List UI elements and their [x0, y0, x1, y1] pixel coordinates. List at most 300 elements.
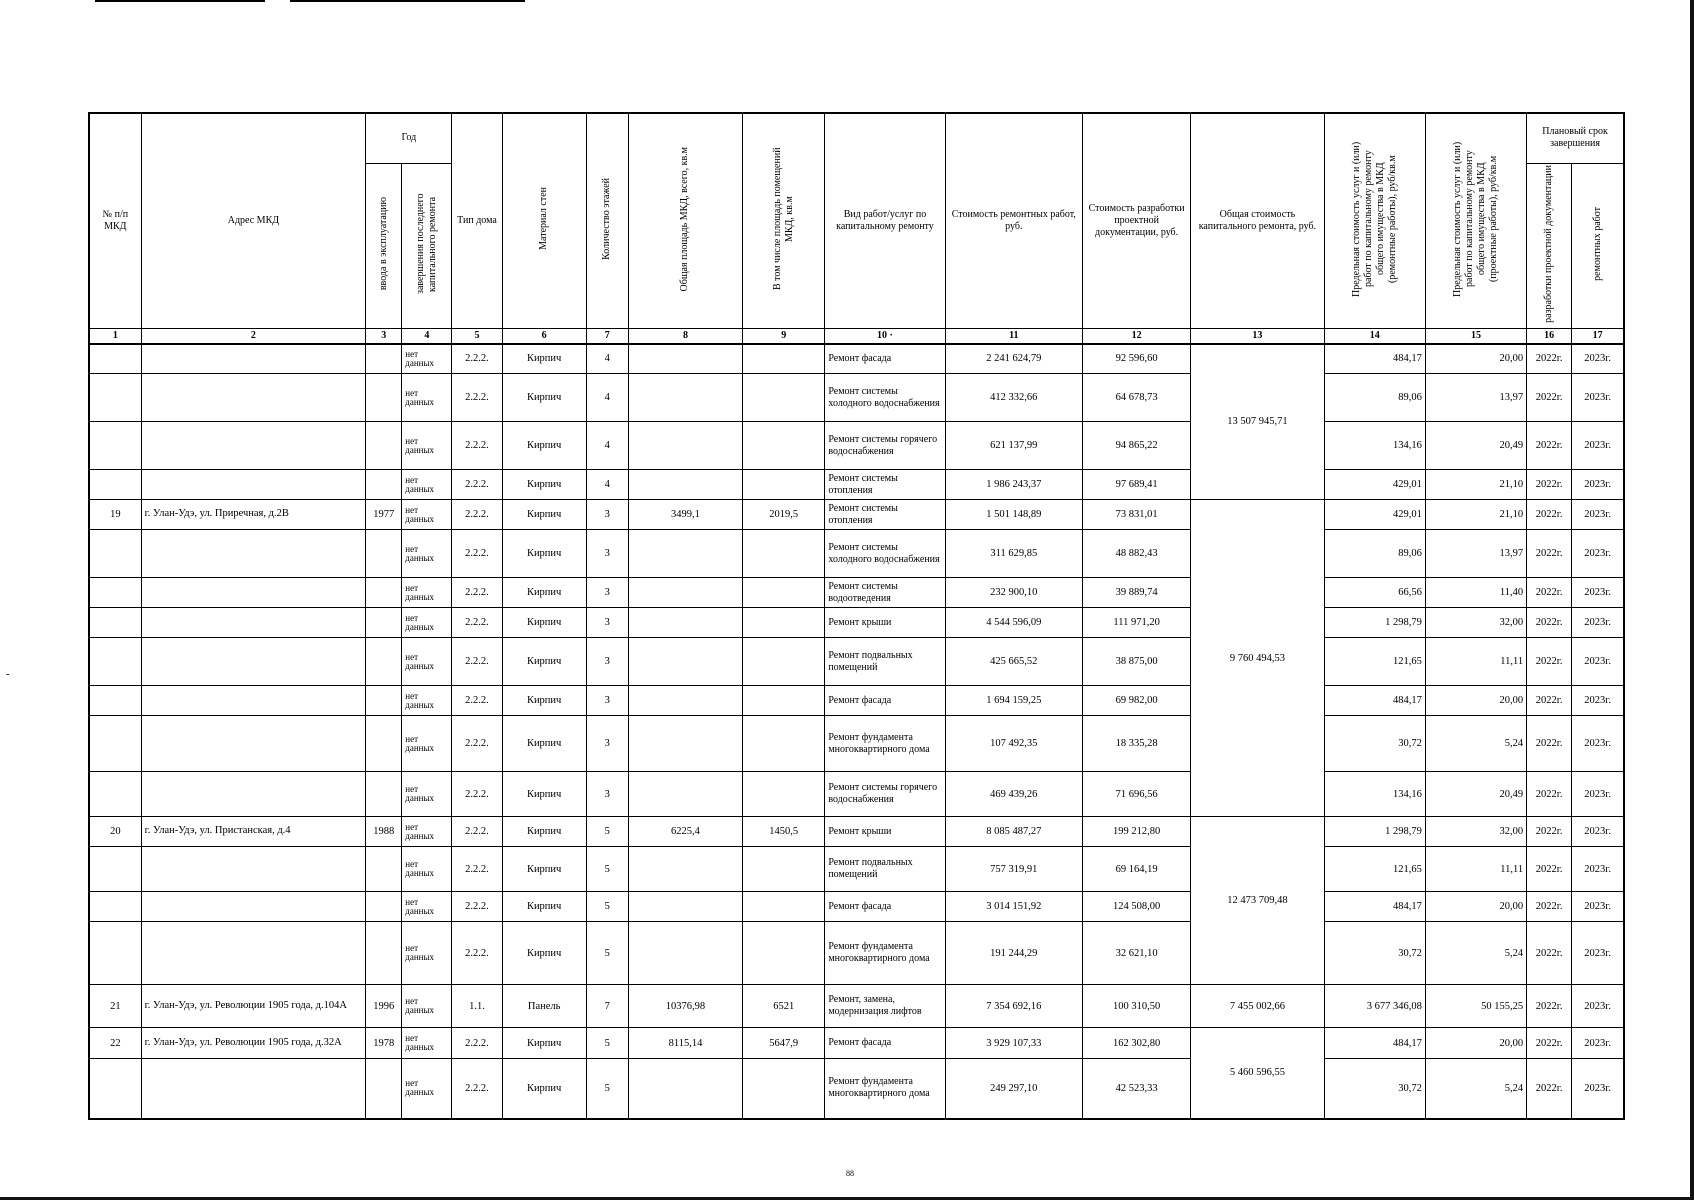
header-deadline-repair: ремонтных работ [1572, 163, 1624, 328]
mkd-number-cell [89, 772, 141, 817]
column-number-row: 1 2 3 4 5 6 7 8 9 10 · 11 12 13 14 15 16 17 [89, 328, 1624, 344]
address-cell: г. Улан-Удэ, ул. Пристанская, д.4 [141, 817, 366, 847]
commission-year-cell [366, 578, 402, 608]
repair-cost-cell: 469 439,26 [945, 772, 1082, 817]
last-repair-year-cell: нет данных [402, 578, 452, 608]
design-cost-cell: 42 523,33 [1082, 1059, 1190, 1119]
deadline-repair-cell: 2023г. [1572, 608, 1624, 638]
mkd-number-cell [89, 922, 141, 985]
limit-design-cell: 32,00 [1425, 608, 1526, 638]
limit-design-cell: 5,24 [1425, 922, 1526, 985]
total-area-cell [628, 686, 742, 716]
wall-material-cell: Кирпич [502, 344, 586, 374]
limit-design-cell: 13,97 [1425, 374, 1526, 422]
last-repair-year-cell: нет данных [402, 608, 452, 638]
limit-design-cell: 32,00 [1425, 817, 1526, 847]
header-year-group: Год [366, 113, 452, 163]
top-rule [95, 0, 265, 2]
floors-cell: 3 [586, 578, 628, 608]
deadline-repair-cell: 2023г. [1572, 374, 1624, 422]
floors-cell: 5 [586, 922, 628, 985]
floors-cell: 3 [586, 530, 628, 578]
deadline-repair-cell: 2023г. [1572, 716, 1624, 772]
deadline-repair-cell: 2023г. [1572, 772, 1624, 817]
deadline-repair-cell: 2023г. [1572, 578, 1624, 608]
mkd-number-cell: 21 [89, 985, 141, 1028]
work-type-cell: Ремонт фасада [825, 1028, 945, 1059]
repair-cost-cell: 7 354 692,16 [945, 985, 1082, 1028]
table-row [89, 608, 1624, 638]
total-area-cell [628, 470, 742, 500]
limit-design-cell: 20,49 [1425, 772, 1526, 817]
address-cell [141, 578, 366, 608]
table-row [89, 892, 1624, 922]
deadline-design-cell: 2022г. [1527, 985, 1572, 1028]
total-area-cell [628, 847, 742, 892]
commission-year-cell [366, 374, 402, 422]
deadline-design-cell: 2022г. [1527, 374, 1572, 422]
design-cost-cell: 32 621,10 [1082, 922, 1190, 985]
deadline-design-cell: 2022г. [1527, 892, 1572, 922]
work-type-cell: Ремонт подвальных помещений [825, 638, 945, 686]
deadline-repair-cell: 2023г. [1572, 344, 1624, 374]
deadline-repair-cell: 2023г. [1572, 686, 1624, 716]
last-repair-year-cell: нет данных [402, 892, 452, 922]
deadline-repair-cell: 2023г. [1572, 1059, 1624, 1119]
table-row [89, 922, 1624, 985]
limit-repair-cell: 484,17 [1324, 1028, 1425, 1059]
house-type-cell: 2.2.2. [452, 922, 502, 985]
repair-register-table [88, 112, 1625, 1120]
wall-material-cell: Кирпич [502, 817, 586, 847]
floors-cell: 5 [586, 847, 628, 892]
limit-design-cell: 21,10 [1425, 500, 1526, 530]
premises-area-cell [743, 422, 825, 470]
address-cell [141, 422, 366, 470]
commission-year-cell [366, 638, 402, 686]
wall-material-cell: Кирпич [502, 1028, 586, 1059]
last-repair-year-cell: нет данных [402, 422, 452, 470]
commission-year-cell [366, 922, 402, 985]
address-cell [141, 1059, 366, 1119]
limit-repair-cell: 121,65 [1324, 847, 1425, 892]
mkd-number-cell [89, 892, 141, 922]
repair-cost-cell: 3 929 107,33 [945, 1028, 1082, 1059]
wall-material-cell: Кирпич [502, 638, 586, 686]
limit-repair-cell: 30,72 [1324, 922, 1425, 985]
wall-material-cell: Кирпич [502, 772, 586, 817]
wall-material-cell: Кирпич [502, 608, 586, 638]
last-repair-year-cell: нет данных [402, 470, 452, 500]
page-number: 88 [846, 1169, 854, 1178]
address-cell [141, 374, 366, 422]
table-row [89, 1028, 1624, 1059]
floors-cell: 5 [586, 817, 628, 847]
address-cell [141, 847, 366, 892]
header-work-type: Вид работ/услуг по капитальному ремонту [825, 113, 945, 328]
deadline-repair-cell: 2023г. [1572, 847, 1624, 892]
work-type-cell: Ремонт фасада [825, 892, 945, 922]
address-cell [141, 344, 366, 374]
mkd-number-cell [89, 470, 141, 500]
limit-repair-cell: 3 677 346,08 [1324, 985, 1425, 1028]
limit-design-cell: 20,00 [1425, 686, 1526, 716]
repair-cost-cell: 3 014 151,92 [945, 892, 1082, 922]
table-row [89, 847, 1624, 892]
total-area-cell [628, 638, 742, 686]
address-cell [141, 686, 366, 716]
address-cell [141, 470, 366, 500]
work-type-cell: Ремонт системы горячего водоснабжения [825, 772, 945, 817]
limit-repair-cell: 134,16 [1324, 772, 1425, 817]
margin-mark: - [6, 668, 10, 680]
last-repair-year-cell: нет данных [402, 716, 452, 772]
repair-cost-cell: 412 332,66 [945, 374, 1082, 422]
work-type-cell: Ремонт фасада [825, 344, 945, 374]
wall-material-cell: Кирпич [502, 422, 586, 470]
repair-cost-cell: 232 900,10 [945, 578, 1082, 608]
table-row [89, 985, 1624, 1028]
deadline-design-cell: 2022г. [1527, 1059, 1572, 1119]
total-area-cell [628, 374, 742, 422]
premises-area-cell: 2019,5 [743, 500, 825, 530]
last-repair-year-cell: нет данных [402, 985, 452, 1028]
address-cell [141, 772, 366, 817]
deadline-design-cell: 2022г. [1527, 922, 1572, 985]
floors-cell: 4 [586, 422, 628, 470]
deadline-design-cell: 2022г. [1527, 344, 1572, 374]
limit-design-cell: 50 155,25 [1425, 985, 1526, 1028]
repair-cost-cell: 311 629,85 [945, 530, 1082, 578]
last-repair-year-cell: нет данных [402, 772, 452, 817]
limit-design-cell: 5,24 [1425, 1059, 1526, 1119]
limit-repair-cell: 89,06 [1324, 374, 1425, 422]
premises-area-cell [743, 716, 825, 772]
deadline-repair-cell: 2023г. [1572, 892, 1624, 922]
limit-design-cell: 20,00 [1425, 1028, 1526, 1059]
repair-cost-cell: 1 694 159,25 [945, 686, 1082, 716]
floors-cell: 3 [586, 772, 628, 817]
design-cost-cell: 69 982,00 [1082, 686, 1190, 716]
table-row [89, 716, 1624, 772]
mkd-number-cell [89, 847, 141, 892]
house-type-cell: 2.2.2. [452, 374, 502, 422]
commission-year-cell: 1996 [366, 985, 402, 1028]
total-area-cell [628, 344, 742, 374]
design-cost-cell: 64 678,73 [1082, 374, 1190, 422]
header-repair-cost: Стоимость ремонтных работ, руб. [945, 113, 1082, 328]
table-row [89, 638, 1624, 686]
limit-repair-cell: 66,56 [1324, 578, 1425, 608]
work-type-cell: Ремонт фундамента многоквартирного дома [825, 1059, 945, 1119]
header-total-area: Общая площадь МКД, всего, кв.м [628, 113, 742, 328]
deadline-repair-cell: 2023г. [1572, 817, 1624, 847]
last-repair-year-cell: нет данных [402, 530, 452, 578]
wall-material-cell: Панель [502, 985, 586, 1028]
floors-cell: 5 [586, 1059, 628, 1119]
address-cell [141, 922, 366, 985]
address-cell: г. Улан-Удэ, ул. Приречная, д.2В [141, 500, 366, 530]
work-type-cell: Ремонт крыши [825, 608, 945, 638]
mkd-number-cell [89, 344, 141, 374]
wall-material-cell: Кирпич [502, 578, 586, 608]
last-repair-year-cell: нет данных [402, 922, 452, 985]
deadline-design-cell: 2022г. [1527, 847, 1572, 892]
last-repair-year-cell: нет данных [402, 686, 452, 716]
deadline-design-cell: 2022г. [1527, 817, 1572, 847]
last-repair-year-cell: нет данных [402, 344, 452, 374]
work-type-cell: Ремонт системы отопления [825, 470, 945, 500]
limit-repair-cell: 484,17 [1324, 892, 1425, 922]
floors-cell: 3 [586, 500, 628, 530]
deadline-design-cell: 2022г. [1527, 578, 1572, 608]
repair-cost-cell: 757 319,91 [945, 847, 1082, 892]
total-area-cell [628, 530, 742, 578]
deadline-repair-cell: 2023г. [1572, 500, 1624, 530]
deadline-design-cell: 2022г. [1527, 716, 1572, 772]
limit-repair-cell: 429,01 [1324, 500, 1425, 530]
design-cost-cell: 111 971,20 [1082, 608, 1190, 638]
house-type-cell: 2.2.2. [452, 686, 502, 716]
header-deadline-group: Плановый срок завершения [1527, 113, 1624, 163]
table-row [89, 686, 1624, 716]
repair-cost-cell: 1 986 243,37 [945, 470, 1082, 500]
repair-cost-cell: 191 244,29 [945, 922, 1082, 985]
total-area-cell [628, 716, 742, 772]
limit-repair-cell: 121,65 [1324, 638, 1425, 686]
work-type-cell: Ремонт крыши [825, 817, 945, 847]
table-row [89, 500, 1624, 530]
header-deadline-design: разработки проектной документации [1527, 163, 1572, 328]
top-rule [290, 0, 525, 2]
limit-repair-cell: 30,72 [1324, 1059, 1425, 1119]
address-cell [141, 530, 366, 578]
last-repair-year-cell: нет данных [402, 1059, 452, 1119]
premises-area-cell: 6521 [743, 985, 825, 1028]
deadline-repair-cell: 2023г. [1572, 638, 1624, 686]
total-area-cell [628, 772, 742, 817]
table-row [89, 817, 1624, 847]
header-design-cost: Стоимость разработки проектной документации, руб. [1082, 113, 1190, 328]
design-cost-cell: 94 865,22 [1082, 422, 1190, 470]
header-commission-year: ввода в эксплуатацию [366, 163, 402, 328]
limit-repair-cell: 1 298,79 [1324, 608, 1425, 638]
house-type-cell: 1.1. [452, 985, 502, 1028]
header-total-cost: Общая стоимость капитального ремонта, руб. [1191, 113, 1324, 328]
premises-area-cell [743, 608, 825, 638]
commission-year-cell [366, 422, 402, 470]
premises-area-cell [743, 686, 825, 716]
deadline-design-cell: 2022г. [1527, 638, 1572, 686]
table-row [89, 422, 1624, 470]
wall-material-cell: Кирпич [502, 470, 586, 500]
premises-area-cell [743, 772, 825, 817]
design-cost-cell: 97 689,41 [1082, 470, 1190, 500]
design-cost-cell: 39 889,74 [1082, 578, 1190, 608]
work-type-cell: Ремонт системы отопления [825, 500, 945, 530]
header-premises-area: В том числе площадь помещений МКД, кв.м [743, 113, 825, 328]
work-type-cell: Ремонт фундамента многоквартирного дома [825, 922, 945, 985]
floors-cell: 5 [586, 892, 628, 922]
deadline-repair-cell: 2023г. [1572, 530, 1624, 578]
total-area-cell [628, 422, 742, 470]
repair-cost-cell: 107 492,35 [945, 716, 1082, 772]
mkd-number-cell [89, 1059, 141, 1119]
table-row [89, 374, 1624, 422]
last-repair-year-cell: нет данных [402, 500, 452, 530]
floors-cell: 4 [586, 470, 628, 500]
house-type-cell: 2.2.2. [452, 344, 502, 374]
house-type-cell: 2.2.2. [452, 638, 502, 686]
limit-design-cell: 20,00 [1425, 892, 1526, 922]
table-body [89, 344, 1624, 1119]
design-cost-cell: 38 875,00 [1082, 638, 1190, 686]
commission-year-cell [366, 1059, 402, 1119]
work-type-cell: Ремонт системы холодного водоснабжения [825, 374, 945, 422]
mkd-number-cell: 20 [89, 817, 141, 847]
address-cell [141, 608, 366, 638]
commission-year-cell [366, 847, 402, 892]
premises-area-cell [743, 892, 825, 922]
header-limit-repair: Предельная стоимость услуг и (или) работ по капитальному ремонту общего имущества в МКД (ремонтные работы), руб/кв.м [1324, 113, 1425, 328]
address-cell [141, 638, 366, 686]
last-repair-year-cell: нет данных [402, 374, 452, 422]
deadline-design-cell: 2022г. [1527, 608, 1572, 638]
floors-cell: 3 [586, 608, 628, 638]
commission-year-cell [366, 608, 402, 638]
deadline-design-cell: 2022г. [1527, 686, 1572, 716]
design-cost-cell: 199 212,80 [1082, 817, 1190, 847]
table-row [89, 578, 1624, 608]
mkd-number-cell [89, 716, 141, 772]
premises-area-cell [743, 638, 825, 686]
mkd-number-cell [89, 578, 141, 608]
deadline-design-cell: 2022г. [1527, 422, 1572, 470]
limit-repair-cell: 484,17 [1324, 344, 1425, 374]
wall-material-cell: Кирпич [502, 686, 586, 716]
house-type-cell: 2.2.2. [452, 772, 502, 817]
repair-cost-cell: 4 544 596,09 [945, 608, 1082, 638]
floors-cell: 3 [586, 686, 628, 716]
repair-cost-cell: 1 501 148,89 [945, 500, 1082, 530]
house-type-cell: 2.2.2. [452, 500, 502, 530]
commission-year-cell: 1988 [366, 817, 402, 847]
wall-material-cell: Кирпич [502, 922, 586, 985]
premises-area-cell [743, 470, 825, 500]
wall-material-cell: Кирпич [502, 530, 586, 578]
commission-year-cell: 1977 [366, 500, 402, 530]
limit-repair-cell: 484,17 [1324, 686, 1425, 716]
table-row [89, 530, 1624, 578]
house-type-cell: 2.2.2. [452, 422, 502, 470]
deadline-design-cell: 2022г. [1527, 530, 1572, 578]
deadline-design-cell: 2022г. [1527, 500, 1572, 530]
design-cost-cell: 48 882,43 [1082, 530, 1190, 578]
floors-cell: 5 [586, 1028, 628, 1059]
header-num: № п/п МКД [89, 113, 141, 328]
table-row [89, 470, 1624, 500]
floors-cell: 3 [586, 716, 628, 772]
premises-area-cell: 1450,5 [743, 817, 825, 847]
work-type-cell: Ремонт фундамента многоквартирного дома [825, 716, 945, 772]
work-type-cell: Ремонт подвальных помещений [825, 847, 945, 892]
limit-repair-cell: 30,72 [1324, 716, 1425, 772]
mkd-number-cell [89, 422, 141, 470]
work-type-cell: Ремонт, замена, модернизация лифтов [825, 985, 945, 1028]
total-cost-cell: 12 473 709,48 [1191, 817, 1324, 985]
repair-cost-cell: 425 665,52 [945, 638, 1082, 686]
wall-material-cell: Кирпич [502, 892, 586, 922]
repair-cost-cell: 2 241 624,79 [945, 344, 1082, 374]
house-type-cell: 2.2.2. [452, 847, 502, 892]
premises-area-cell [743, 578, 825, 608]
limit-design-cell: 5,24 [1425, 716, 1526, 772]
house-type-cell: 2.2.2. [452, 892, 502, 922]
limit-design-cell: 21,10 [1425, 470, 1526, 500]
mkd-number-cell: 22 [89, 1028, 141, 1059]
total-area-cell [628, 608, 742, 638]
house-type-cell: 2.2.2. [452, 1059, 502, 1119]
last-repair-year-cell: нет данных [402, 638, 452, 686]
mkd-number-cell: 19 [89, 500, 141, 530]
table-row [89, 344, 1624, 374]
floors-cell: 4 [586, 374, 628, 422]
deadline-repair-cell: 2023г. [1572, 985, 1624, 1028]
total-area-cell: 8115,14 [628, 1028, 742, 1059]
last-repair-year-cell: нет данных [402, 1028, 452, 1059]
wall-material-cell: Кирпич [502, 374, 586, 422]
premises-area-cell [743, 922, 825, 985]
design-cost-cell: 92 596,60 [1082, 344, 1190, 374]
deadline-design-cell: 2022г. [1527, 772, 1572, 817]
design-cost-cell: 18 335,28 [1082, 716, 1190, 772]
limit-design-cell: 11,11 [1425, 847, 1526, 892]
deadline-repair-cell: 2023г. [1572, 422, 1624, 470]
deadline-repair-cell: 2023г. [1572, 1028, 1624, 1059]
limit-design-cell: 13,97 [1425, 530, 1526, 578]
mkd-number-cell [89, 530, 141, 578]
design-cost-cell: 100 310,50 [1082, 985, 1190, 1028]
wall-material-cell: Кирпич [502, 716, 586, 772]
table-row [89, 772, 1624, 817]
total-cost-cell: 7 455 002,66 [1191, 985, 1324, 1028]
total-area-cell [628, 892, 742, 922]
deadline-repair-cell: 2023г. [1572, 470, 1624, 500]
house-type-cell: 2.2.2. [452, 530, 502, 578]
repair-cost-cell: 621 137,99 [945, 422, 1082, 470]
house-type-cell: 2.2.2. [452, 578, 502, 608]
design-cost-cell: 71 696,56 [1082, 772, 1190, 817]
premises-area-cell [743, 1059, 825, 1119]
mkd-number-cell [89, 374, 141, 422]
total-area-cell [628, 922, 742, 985]
commission-year-cell [366, 892, 402, 922]
premises-area-cell: 5647,9 [743, 1028, 825, 1059]
mkd-number-cell [89, 686, 141, 716]
limit-repair-cell: 429,01 [1324, 470, 1425, 500]
commission-year-cell: 1978 [366, 1028, 402, 1059]
deadline-repair-cell: 2023г. [1572, 922, 1624, 985]
total-cost-cell: 5 460 596,55 [1191, 1028, 1324, 1119]
total-area-cell [628, 578, 742, 608]
header-wall-material: Материал стен [502, 113, 586, 328]
commission-year-cell [366, 470, 402, 500]
premises-area-cell [743, 847, 825, 892]
limit-repair-cell: 89,06 [1324, 530, 1425, 578]
limit-repair-cell: 134,16 [1324, 422, 1425, 470]
last-repair-year-cell: нет данных [402, 817, 452, 847]
total-cost-cell: 13 507 945,71 [1191, 344, 1324, 500]
